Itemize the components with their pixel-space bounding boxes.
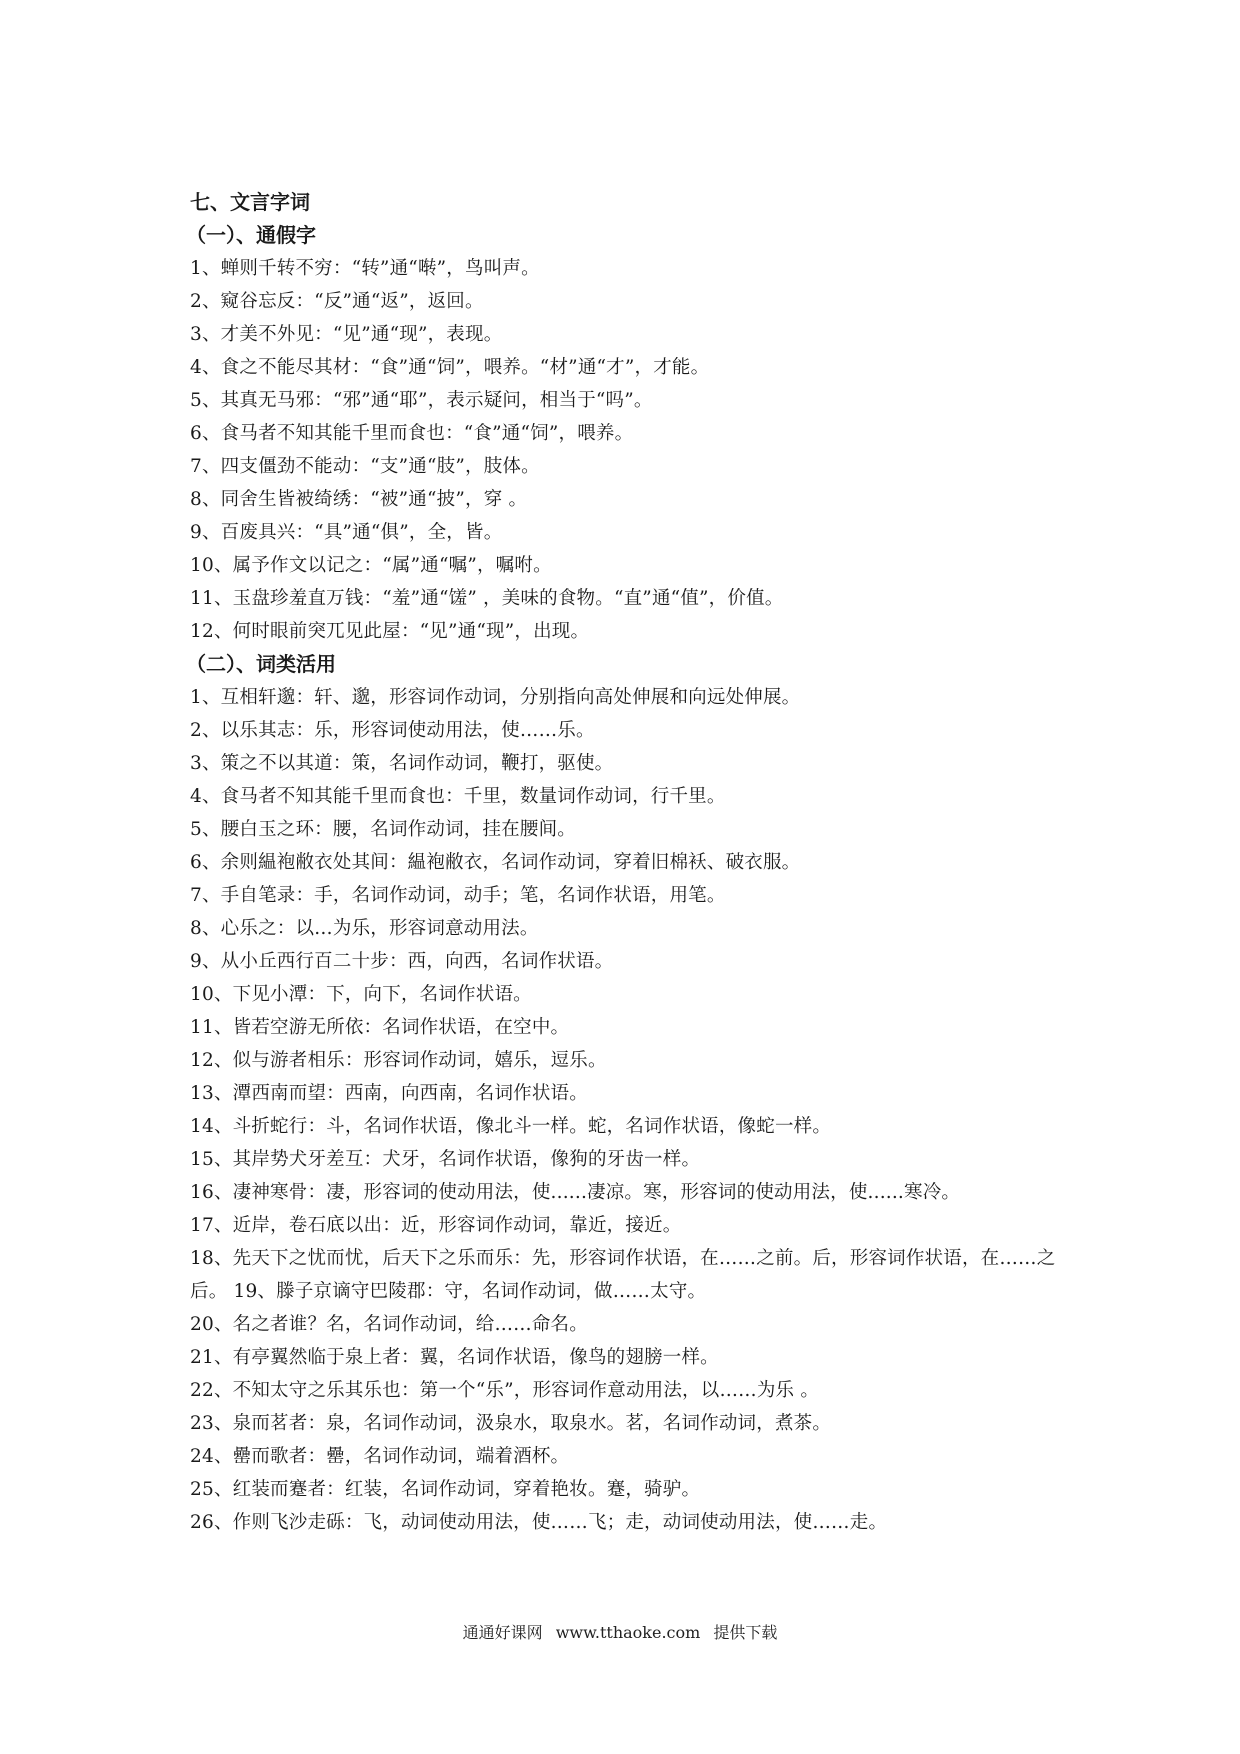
list-item: 12、何时眼前突兀见此屋：“见”通“现”，出现。 xyxy=(190,621,590,642)
footer-site-name: 通通好课网 xyxy=(462,1623,543,1642)
list-item: 25、红装而蹇者：红装，名词作动词，穿着艳妆。蹇，骑驴。 xyxy=(190,1479,701,1500)
list-item: 16、凄神寒骨：凄，形容词的使动用法，使......凄凉。寒，形容词的使动用法，使......寒冷。 xyxy=(190,1182,961,1203)
list-item: 3、才美不外见：“见”通“现”，表现。 xyxy=(190,324,503,345)
list-item: 10、下见小潭：下，向下，名词作状语。 xyxy=(190,984,532,1005)
list-item: 26、作则飞沙走砾：飞，动词使动用法，使……飞；走，动词使动用法，使……走。 xyxy=(190,1512,888,1533)
list-item: 24、罍而歌者：罍，名词作动词，端着酒杯。 xyxy=(190,1446,570,1467)
list-item: 4、食之不能尽其材：“食”通“饲”，喂养。“材”通“才”，才能。 xyxy=(190,357,710,378)
list-item: 11、皆若空游无所依：名词作状语，在空中。 xyxy=(190,1017,570,1038)
list-item: 1、互相轩邈：轩、邈，形容词作动词，分别指向高处伸展和向远处伸展。 xyxy=(190,687,801,708)
footer-url[interactable]: www.tthaoke.com xyxy=(555,1623,701,1642)
page-footer xyxy=(0,1620,1240,1643)
list-item: 1、蝉则千转不穷：“转”通“啭”，鸟叫声。 xyxy=(190,258,540,279)
list-item: 11、玉盘珍羞直万钱：“羞”通“馐” ，美味的食物。“直”通“值”，价值。 xyxy=(190,588,784,609)
list-item: 15、其岸势犬牙差互：犬牙，名词作状语，像狗的牙齿一样。 xyxy=(190,1149,701,1170)
document-body xyxy=(186,186,1090,1539)
list-item: 5、腰白玉之环：腰，名词作动词，挂在腰间。 xyxy=(190,819,576,840)
part2-heading: （二）、词类活用 xyxy=(186,652,336,676)
list-item: 8、同舍生皆被绮绣：“被”通“披”，穿 。 xyxy=(190,489,528,510)
list-item: 4、食马者不知其能千里而食也：千里，数量词作动词，行千里。 xyxy=(190,786,726,807)
part1-heading: （一）、通假字 xyxy=(186,223,316,247)
list-item: 12、似与游者相乐：形容词作动词，嬉乐，逗乐。 xyxy=(190,1050,607,1071)
list-item: 9、百废具兴：“具”通“俱”，全，皆。 xyxy=(190,522,503,543)
list-item: 7、手自笔录：手，名词作动词，动手；笔，名词作状语，用笔。 xyxy=(190,885,726,906)
list-item: 17、近岸，卷石底以出：近，形容词作动词，靠近，接近。 xyxy=(190,1215,682,1236)
list-item: 23、泉而茗者：泉，名词作动词，汲泉水，取泉水。茗，名词作动词，煮茶。 xyxy=(190,1413,832,1434)
part2-list xyxy=(190,681,1090,1539)
list-item: 5、其真无马邪：“邪”通“耶”，表示疑问，相当于“吗”。 xyxy=(190,390,653,411)
list-item: 2、以乐其志：乐，形容词使动用法，使……乐。 xyxy=(190,720,595,741)
list-item: 9、从小丘西行百二十步：西，向西，名词作状语。 xyxy=(190,951,614,972)
list-item: 3、策之不以其道：策，名词作动词，鞭打，驱使。 xyxy=(190,753,614,774)
list-item: 13、潭西南而望：西南，向西南，名词作状语。 xyxy=(190,1083,588,1104)
part1-list xyxy=(190,252,1090,648)
list-item: 8、心乐之：以…为乐，形容词意动用法。 xyxy=(190,918,539,939)
list-item: 14、斗折蛇行：斗，名词作状语，像北斗一样。蛇，名词作状语，像蛇一样。 xyxy=(190,1116,832,1137)
list-item: 22、不知太守之乐其乐也：第一个“乐”，形容词作意动用法，以……为乐 。 xyxy=(190,1380,820,1401)
list-item: 6、余则緼袍敝衣处其间：緼袍敝衣，名词作动词，穿着旧棉袄、破衣服。 xyxy=(190,852,801,873)
section-title: 七、文言字词 xyxy=(190,190,310,214)
list-item: 2、窥谷忘反：“反”通“返”，返回。 xyxy=(190,291,484,312)
list-item: 20、名之者谁？名，名词作动词，给……命名。 xyxy=(190,1314,588,1335)
footer-suffix: 提供下载 xyxy=(713,1623,778,1642)
list-item: 21、有亭翼然临于泉上者：翼，名词作状语，像鸟的翅膀一样。 xyxy=(190,1347,719,1368)
list-item: 10、属予作文以记之：“属”通“嘱”，嘱咐。 xyxy=(190,555,552,576)
list-item: 18、先天下之忧而忧，后天下之乐而乐：先，形容词作状语，在……之前。后，形容词作状语，在……之后。 19、滕子京谪守巴陵郡：守，名词作动词，做……太守。 xyxy=(190,1248,1056,1302)
list-item: 7、四支僵劲不能动：“支”通“肢”，肢体。 xyxy=(190,456,540,477)
list-item: 6、食马者不知其能千里而食也：“食”通“饲”，喂养。 xyxy=(190,423,634,444)
